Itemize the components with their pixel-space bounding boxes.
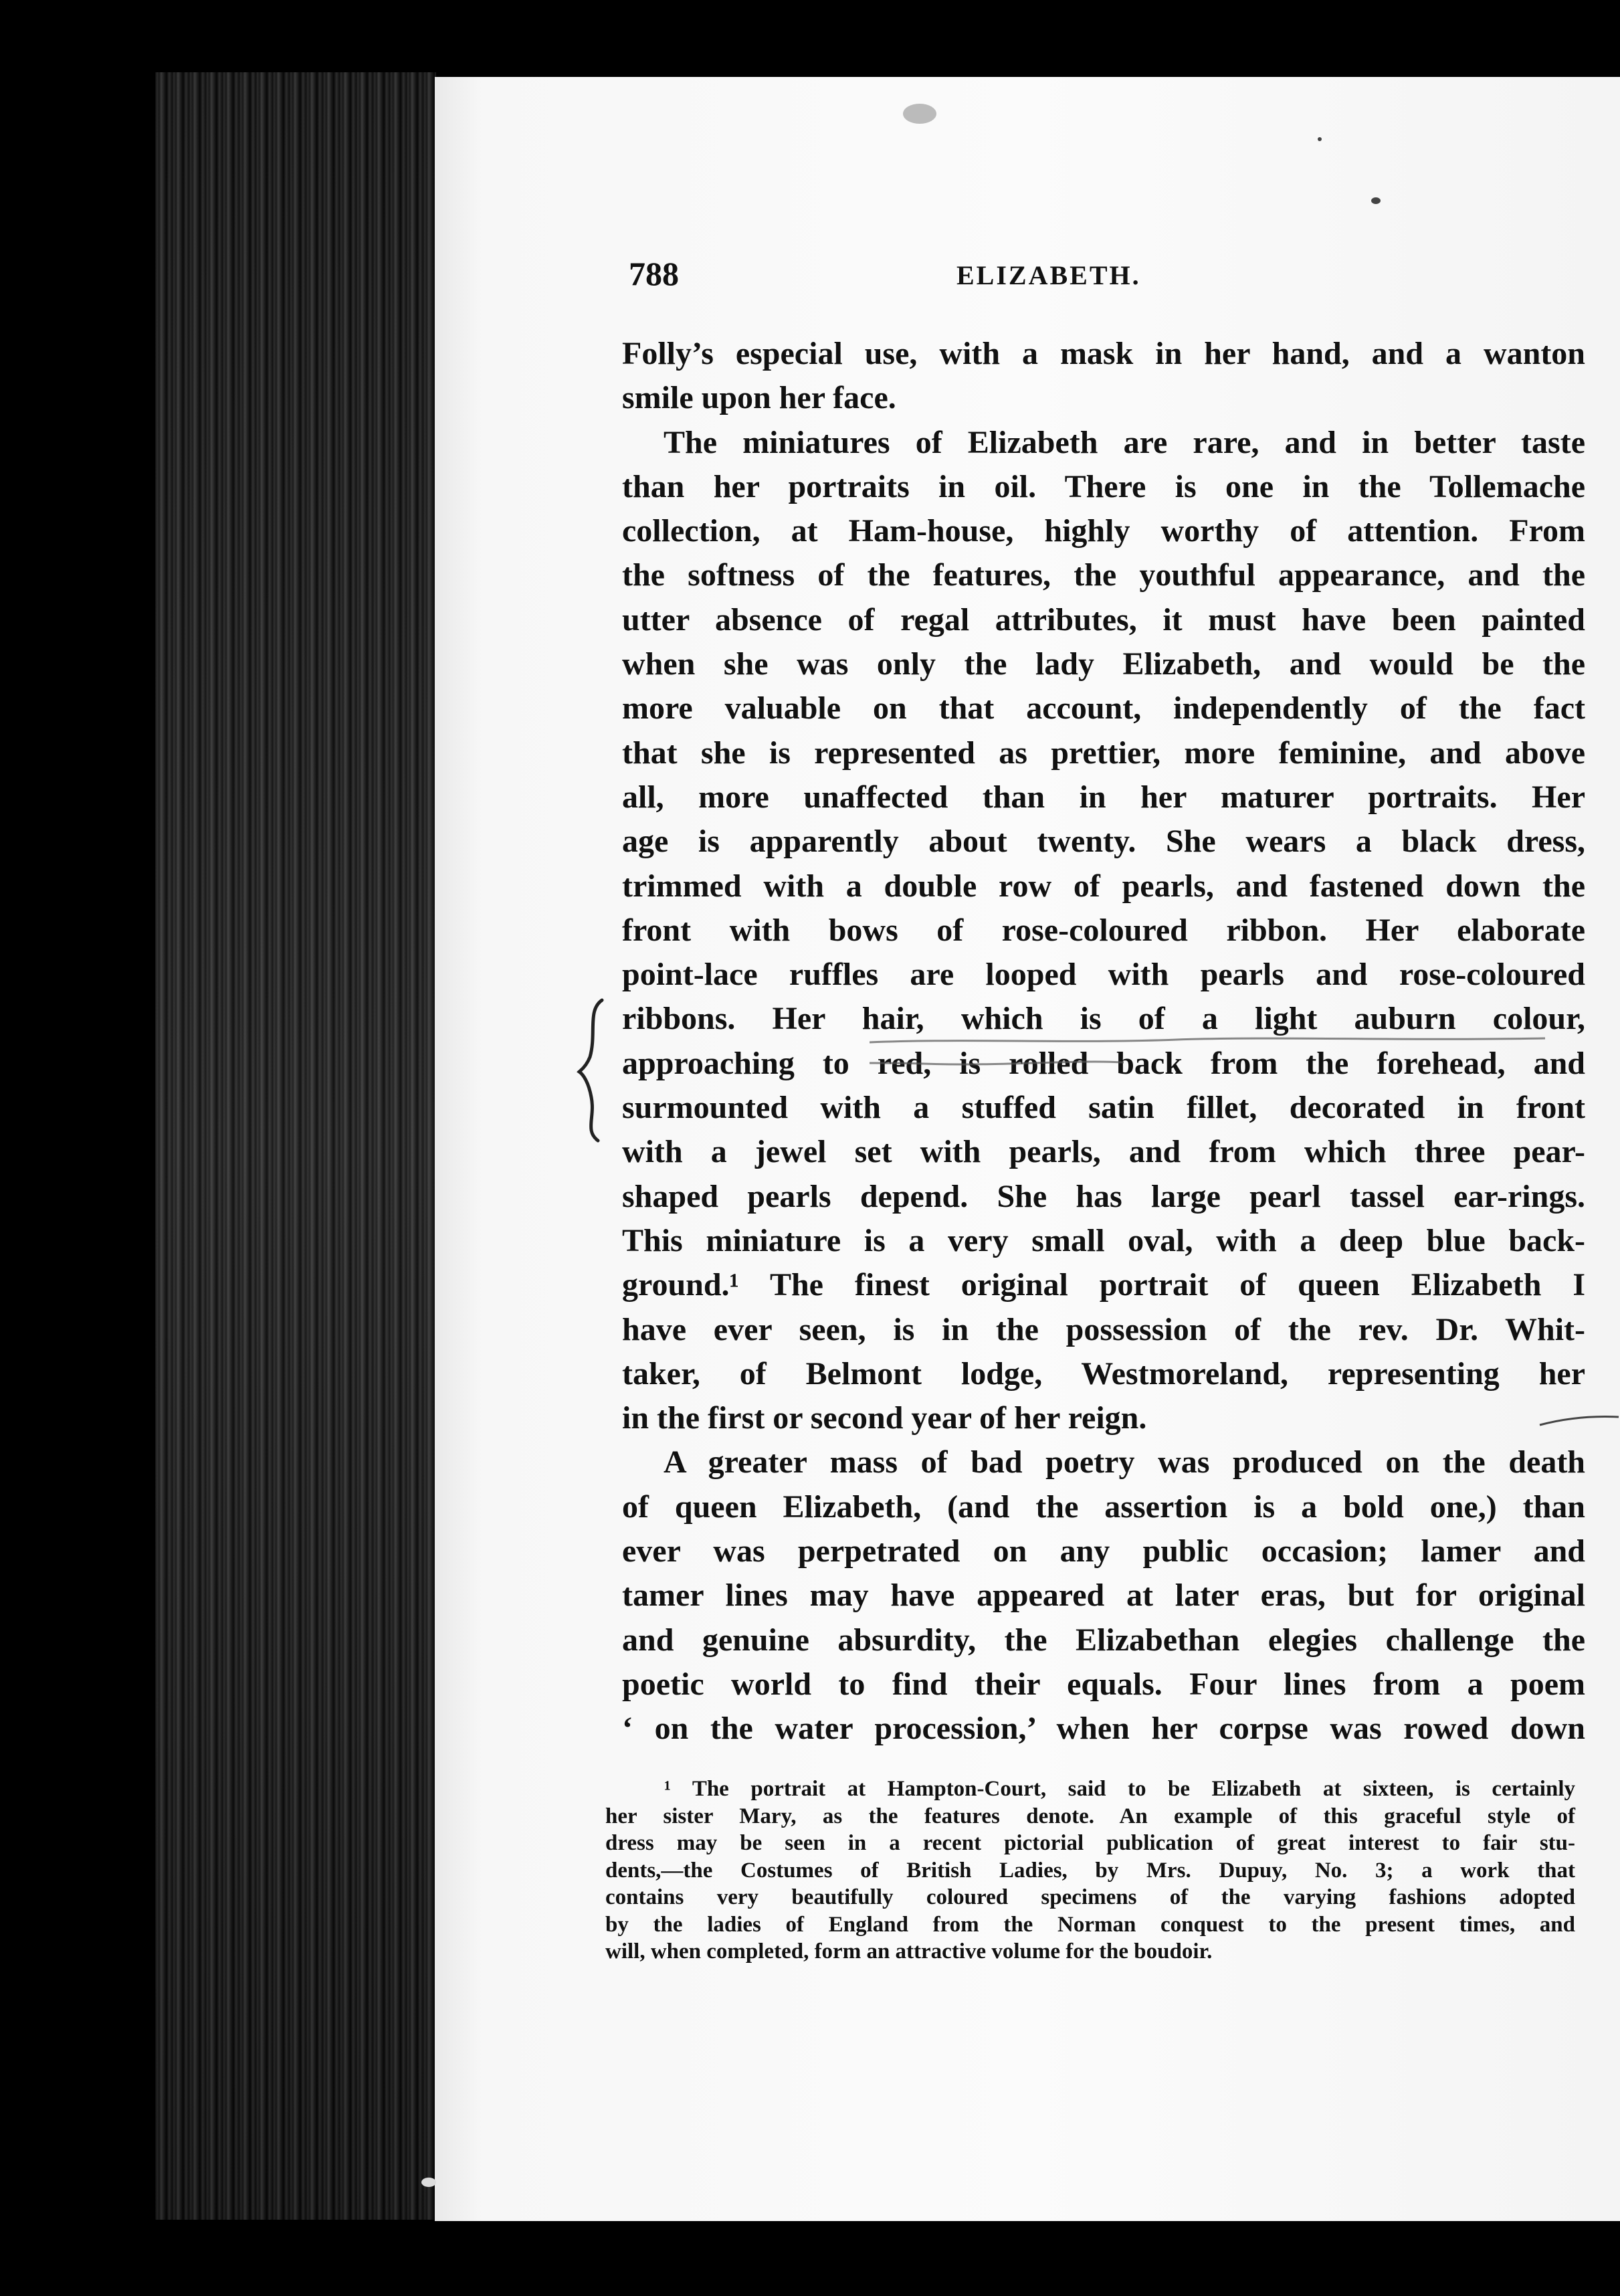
running-title: ELIZABETH. <box>956 260 1141 290</box>
body-line: age is apparently about twenty. She wears a black dress, <box>622 824 1585 860</box>
footnote-line: dress may be seen in a recent pictorial publication of great interest to fair stu- <box>605 1831 1575 1855</box>
body-line: that she is represented as prettier, more feminine, and above <box>622 735 1585 771</box>
page-smudge <box>903 104 936 124</box>
running-head <box>629 254 1592 308</box>
body-line: poetic world to find their equals. Four lines from a poem <box>622 1666 1585 1702</box>
footnote-line: contains very beautifully coloured specimens of the varying fashions adopted <box>605 1885 1575 1909</box>
margin-bracket-mark <box>575 997 615 1144</box>
footnote <box>605 1776 1575 1966</box>
body-line: more valuable on that account, independently of the fact <box>622 690 1585 727</box>
book-edge <box>155 72 436 2220</box>
page-speck <box>1318 137 1322 141</box>
page-speck <box>1371 197 1381 204</box>
body-line: collection, at Ham-house, highly worthy of attention. From <box>622 513 1585 549</box>
body-line: have ever seen, is in the possession of the rev. Dr. Whit- <box>622 1311 1585 1347</box>
body-line: and genuine absurdity, the Elizabethan elegies challenge the <box>622 1622 1585 1658</box>
body-line: Folly’s especial use, with a mask in her hand, and a wanton <box>622 336 1585 371</box>
body-line: all, more unaffected than in her maturer portraits. Her <box>622 779 1585 815</box>
body-line: approaching to red, is rolled back from the forehead, and <box>622 1045 1585 1081</box>
body-line: surmounted with a stuffed satin fillet, decorated in front <box>622 1090 1585 1126</box>
body-line: of queen Elizabeth, (and the assertion is a bold one,) than <box>622 1489 1585 1525</box>
body-line: shaped pearls depend. She has large pearl tassel ear-rings. <box>622 1178 1585 1214</box>
pencil-margin-tick <box>1538 1412 1620 1432</box>
body-line: with a jewel set with pearls, and from which three pear- <box>622 1134 1585 1170</box>
body-line: smile upon her face. <box>622 380 896 416</box>
body-line: The miniatures of Elizabeth are rare, and in better taste <box>664 424 1585 460</box>
body-line: ever was perpetrated on any public occasion; lamer and <box>622 1533 1585 1569</box>
body-line: ‘ on the water procession,’ when her corpse was rowed down <box>622 1711 1585 1747</box>
body-line: ribbons. Her hair, which is of a light auburn colour, <box>622 1001 1585 1037</box>
page-speck <box>421 2178 436 2187</box>
body-line: A greater mass of bad poetry was produced on the death <box>664 1444 1585 1480</box>
footnote-line: dents,—the Costumes of British Ladies, by Mrs. Dupuy, No. 3; a work that <box>605 1858 1575 1883</box>
body-line: in the first or second year of her reign. <box>622 1400 1147 1436</box>
body-line: the softness of the features, the youthful appearance, and the <box>622 557 1585 593</box>
body-line: taker, of Belmont lodge, Westmoreland, representing her <box>622 1355 1585 1392</box>
body-line: ground.¹ The finest original portrait of queen Elizabeth I <box>622 1267 1585 1303</box>
body-line: utter absence of regal attributes, it must have been painted <box>622 601 1585 638</box>
pencil-underline-mark <box>870 1030 1552 1070</box>
footnote-line: ¹ The portrait at Hampton-Court, said to be Elizabeth at sixteen, is certainly <box>664 1777 1575 1801</box>
body-line: front with bows of rose-coloured ribbon. Her elaborate <box>622 912 1585 948</box>
footnote-line: by the ladies of England from the Norman conquest to the present times, and <box>605 1912 1575 1937</box>
body-line: than her portraits in oil. There is one in the Tollemache <box>622 468 1585 504</box>
page-number: 788 <box>629 255 679 292</box>
body-line: when she was only the lady Elizabeth, and would be the <box>622 646 1585 682</box>
footnote-line: her sister Mary, as the features denote. An example of this graceful style of <box>605 1804 1575 1828</box>
footnote-line: will, when completed, form an attractive volume for the boudoir. <box>605 1939 1213 1964</box>
body-line: point-lace ruffles are looped with pearls and rose-coloured <box>622 957 1585 993</box>
body-line: This miniature is a very small oval, with a deep blue back- <box>622 1222 1585 1258</box>
body-line: tamer lines may have appeared at later eras, but for original <box>622 1577 1585 1614</box>
body-line: trimmed with a double row of pearls, and fastened down the <box>622 868 1585 904</box>
